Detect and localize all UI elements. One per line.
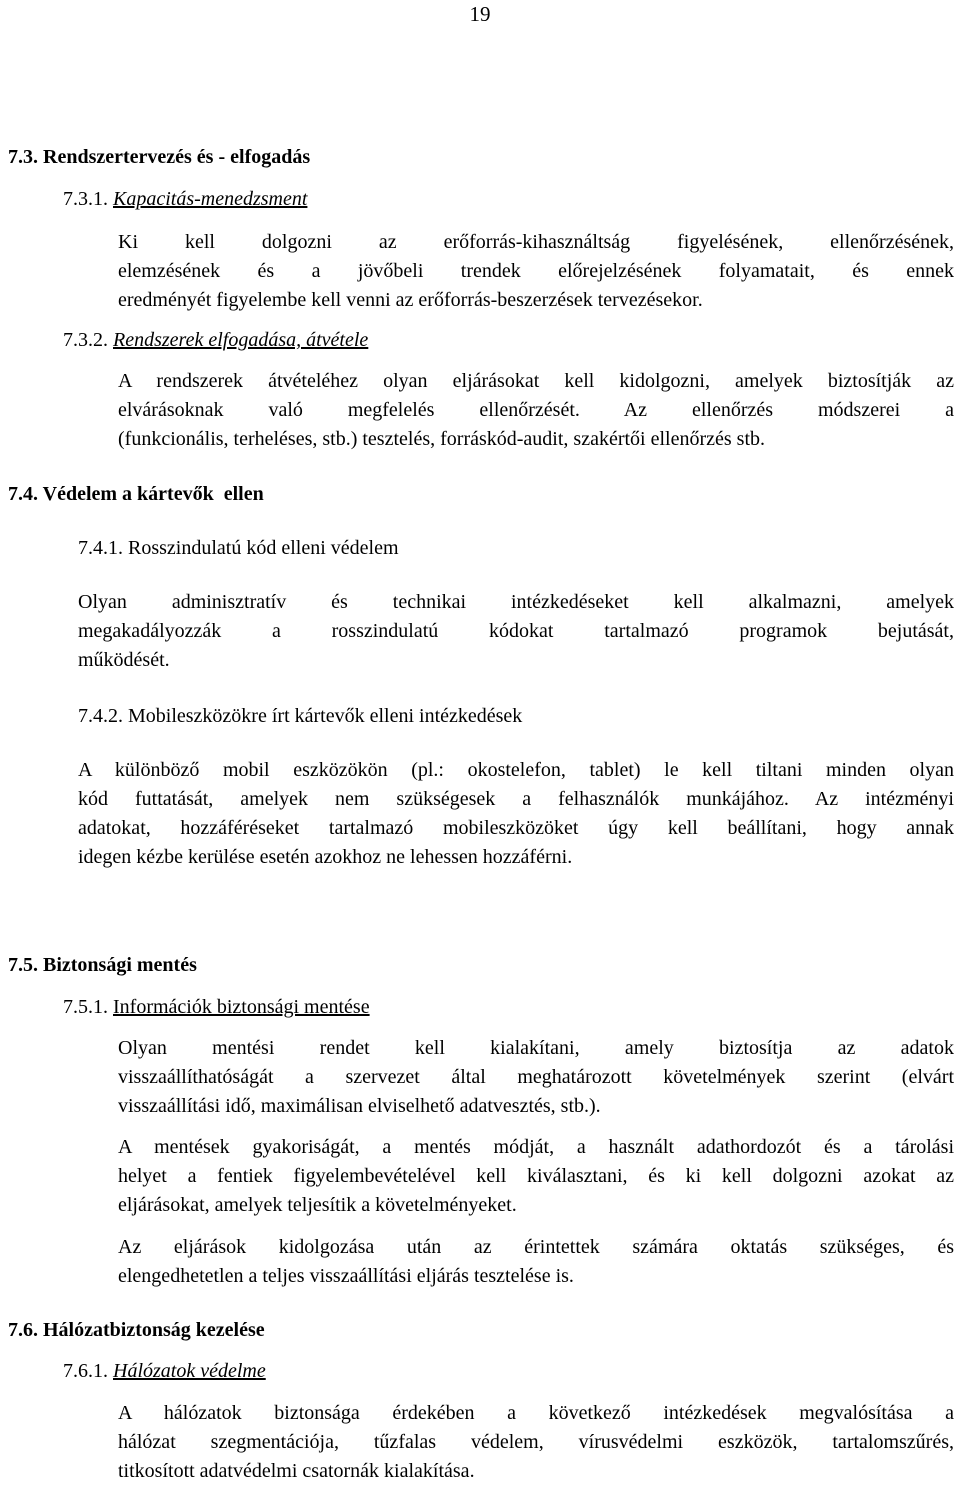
subsection-title: Kapacitás-menedzsment	[113, 188, 308, 210]
subsection-title: Hálózatok védelme	[113, 1360, 266, 1382]
section-heading-7-3: 7.3. Rendszertervezés és - elfogadás	[8, 146, 311, 168]
paragraph-7-4-1	[78, 588, 954, 675]
text-line: megakadályozzák a rosszindulatú kódokat tartalmazó programok bejutását,	[78, 620, 954, 642]
subsection-number: 7.5.1.	[63, 996, 108, 1018]
text-line: A hálózatok biztonsága érdekében a következő intézkedések megvalósítása a	[118, 1402, 954, 1424]
subsection-number: 7.3.1.	[63, 188, 108, 210]
subsection-heading-7-3-2	[63, 326, 368, 355]
text-line: visszaállítási idő, maximálisan elviselhető adatvesztés, stb.).	[118, 1095, 601, 1117]
section-heading-7-4: 7.4. Védelem a kártevők ellen	[8, 483, 264, 505]
subsection-title: Információk biztonsági mentése	[113, 996, 370, 1018]
paragraph-7-4-2	[78, 756, 954, 872]
text-line: Az eljárások kidolgozása után az érintettek számára oktatás szükséges, és	[118, 1236, 954, 1258]
text-line: Ki kell dolgozni az erőforrás-kihasználtság figyelésének, ellenőrzésének,	[118, 231, 954, 253]
text-line: (funkcionális, terheléses, stb.) tesztelés, forráskód-audit, szakértői ellenőrzés stb.	[118, 428, 766, 450]
subsection-heading-7-4-2: 7.4.2. Mobileszközökre írt kártevők elleni intézkedések	[78, 705, 523, 727]
subsection-heading-7-4-1: 7.4.1. Rosszindulatú kód elleni védelem	[78, 537, 399, 559]
text-line: kód futtatását, amelyek nem szükségesek a felhasználók munkájához. Az intézményi	[78, 788, 954, 810]
section-heading-7-6: 7.6. Hálózatbiztonság kezelése	[8, 1319, 265, 1341]
text-line: elengedhetetlen a teljes visszaállítási eljárás tesztelése is.	[118, 1265, 574, 1287]
subsection-title: Rendszerek elfogadása, átvétele	[113, 329, 369, 351]
paragraph-7-6-1	[118, 1399, 954, 1486]
paragraph-7-5-1-a	[118, 1034, 954, 1121]
text-line: működését.	[78, 649, 170, 671]
subsection-heading-7-5-1	[63, 993, 370, 1022]
paragraph-7-3-1	[118, 228, 954, 315]
text-line: A különböző mobil eszközökön (pl.: okostelefon, tablet) le kell tiltani minden olyan	[78, 759, 954, 781]
text-line: Olyan mentési rendet kell kialakítani, amely biztosítja az adatok	[118, 1037, 954, 1059]
paragraph-7-5-1-c	[118, 1233, 954, 1291]
text-line: idegen kézbe kerülése esetén azokhoz ne lehessen hozzáférni.	[78, 846, 573, 868]
text-line: hálózat szegmentációja, tűzfalas védelem, vírusvédelmi eszközök, tartalomszűrés,	[118, 1431, 954, 1453]
text-line: eredményét figyelembe kell venni az erőforrás-beszerzések tervezésekor.	[118, 289, 703, 311]
text-line: helyet a fentiek figyelembevételével kell kiválasztani, és ki kell dolgozni azokat az	[118, 1165, 954, 1187]
text-line: elvárásoknak való megfelelés ellenőrzését. Az ellenőrzés módszerei a	[118, 399, 954, 421]
text-line: Olyan adminisztratív és technikai intézkedéseket kell alkalmazni, amelyek	[78, 591, 954, 613]
text-line: adatokat, hozzáféréseket tartalmazó mobileszközöket úgy kell beállítani, hogy annak	[78, 817, 954, 839]
text-line: eljárásokat, amelyek teljesítik a követelményeket.	[118, 1194, 517, 1216]
text-line: titkosított adatvédelmi csatornák kialakítása.	[118, 1460, 475, 1482]
subsection-heading-7-6-1	[63, 1357, 266, 1386]
text-line: visszaállíthatóságát a szervezet által meghatározott követelmények szerint (elvárt	[118, 1066, 954, 1088]
text-line: elemzésének és a jövőbeli trendek előrejelzésének folyamatait, és ennek	[118, 260, 954, 282]
subsection-number: 7.3.2.	[63, 329, 108, 351]
text-line: A rendszerek átvételéhez olyan eljárásokat kell kidolgozni, amelyek biztosítják az	[118, 370, 954, 392]
page-number: 19	[469, 2, 491, 26]
subsection-heading-7-3-1	[63, 185, 307, 214]
paragraph-7-5-1-b	[118, 1133, 954, 1220]
subsection-number: 7.6.1.	[63, 1360, 108, 1382]
paragraph-7-3-2	[118, 367, 954, 454]
text-line: A mentések gyakoriságát, a mentés módját, a használt adathordozót és a tárolási	[118, 1136, 954, 1158]
section-heading-7-5: 7.5. Biztonsági mentés	[8, 954, 197, 976]
